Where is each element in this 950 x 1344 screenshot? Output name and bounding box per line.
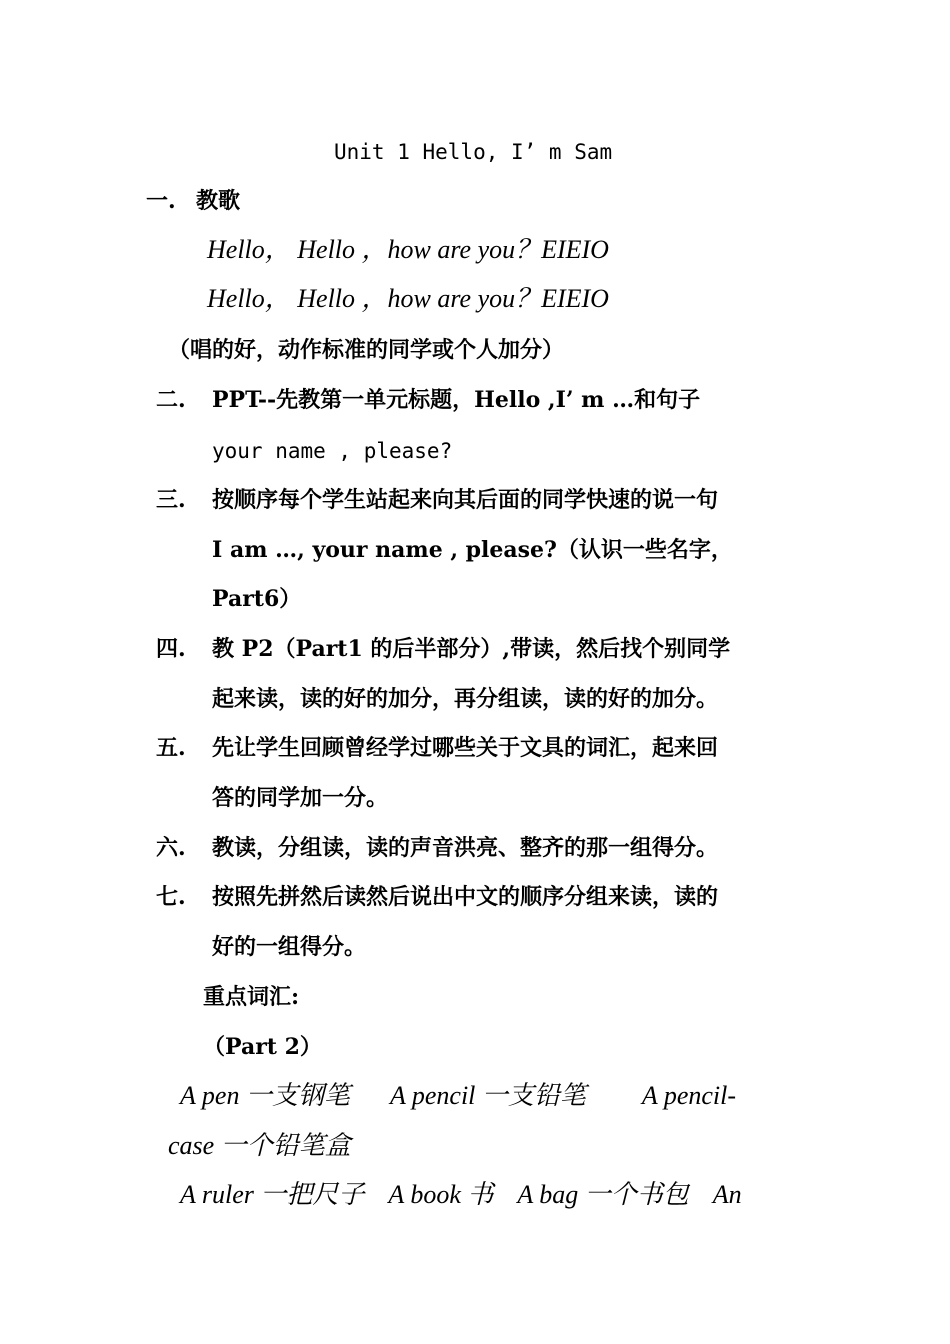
section-6-text-1: 教读，分组读，读的声音洪亮、整齐的那一组得分。 xyxy=(212,835,719,861)
section-3-text-1: 按顺序每个学生站起来向其后面的同学快速的说一句 xyxy=(212,487,719,513)
song-line-1: Hello， Hello ，how are you？EIEIO xyxy=(207,235,609,264)
section-2-text-1: PPT--先教第一单元标题，Hello ,I’ m …和句子 xyxy=(212,387,701,413)
section-4-number: 四. xyxy=(156,636,186,662)
section-1-title: 教歌 xyxy=(196,188,241,214)
vocab-row-2: case 一个铅笔盒 xyxy=(168,1131,351,1160)
section-7-line-1 xyxy=(156,882,718,912)
vocab-item: A pencil 一支铅笔 xyxy=(389,1081,586,1110)
vocab-item: An xyxy=(712,1180,742,1209)
section-3-line-3: Part6） xyxy=(212,586,302,612)
vocab-item: A pen 一支钢笔 xyxy=(180,1081,350,1110)
section-5-line-1 xyxy=(156,733,718,763)
vocab-part-label: （Part 2） xyxy=(203,1034,322,1060)
song-line-2: Hello， Hello ，how are you？EIEIO xyxy=(207,284,609,313)
vocab-item: A book 书 xyxy=(388,1180,494,1209)
vocab-heading: 重点词汇: xyxy=(203,984,300,1010)
section-4-line-1 xyxy=(156,634,730,664)
section-1-heading xyxy=(146,186,240,216)
document-title: Unit 1 Hello, I’ m Sam xyxy=(334,140,613,164)
section-7-text-1: 按照先拼然后读然后说出中文的顺序分组来读，读的 xyxy=(212,884,719,910)
vocab-item: A pencil- xyxy=(641,1081,737,1110)
section-5-text-1: 先让学生回顾曾经学过哪些关于文具的词汇，起来回 xyxy=(212,735,719,761)
section-3-line-2: I am …, your name , please?（认识一些名字， xyxy=(212,537,733,563)
vocab-row-1 xyxy=(180,1081,736,1111)
section-7-number: 七. xyxy=(156,884,186,910)
section-2-line-2: your name , please? xyxy=(212,439,453,463)
section-4-text-1: 教 P2（Part1 的后半部分）,带读，然后找个别同学 xyxy=(212,636,731,662)
section-1-number: 一. xyxy=(146,188,176,214)
section-6-line-1 xyxy=(156,833,718,863)
vocab-row-3 xyxy=(180,1180,742,1210)
section-3-number: 三. xyxy=(156,487,186,513)
section-7-line-2: 好的一组得分。 xyxy=(212,934,367,960)
section-5-number: 五. xyxy=(156,735,186,761)
section-5-line-2: 答的同学加一分。 xyxy=(212,785,389,811)
vocab-item: A ruler 一把尺子 xyxy=(180,1180,365,1209)
section-4-line-2: 起来读，读的好的加分，再分组读，读的好的加分。 xyxy=(212,686,719,712)
section-3-line-1 xyxy=(156,485,718,515)
section-1-note: （唱的好，动作标准的同学或个人加分） xyxy=(168,337,565,363)
vocab-item: A bag 一个书包 xyxy=(517,1180,689,1209)
section-2-line-1 xyxy=(156,385,700,415)
section-2-number: 二. xyxy=(156,387,186,413)
section-6-number: 六. xyxy=(156,835,186,861)
